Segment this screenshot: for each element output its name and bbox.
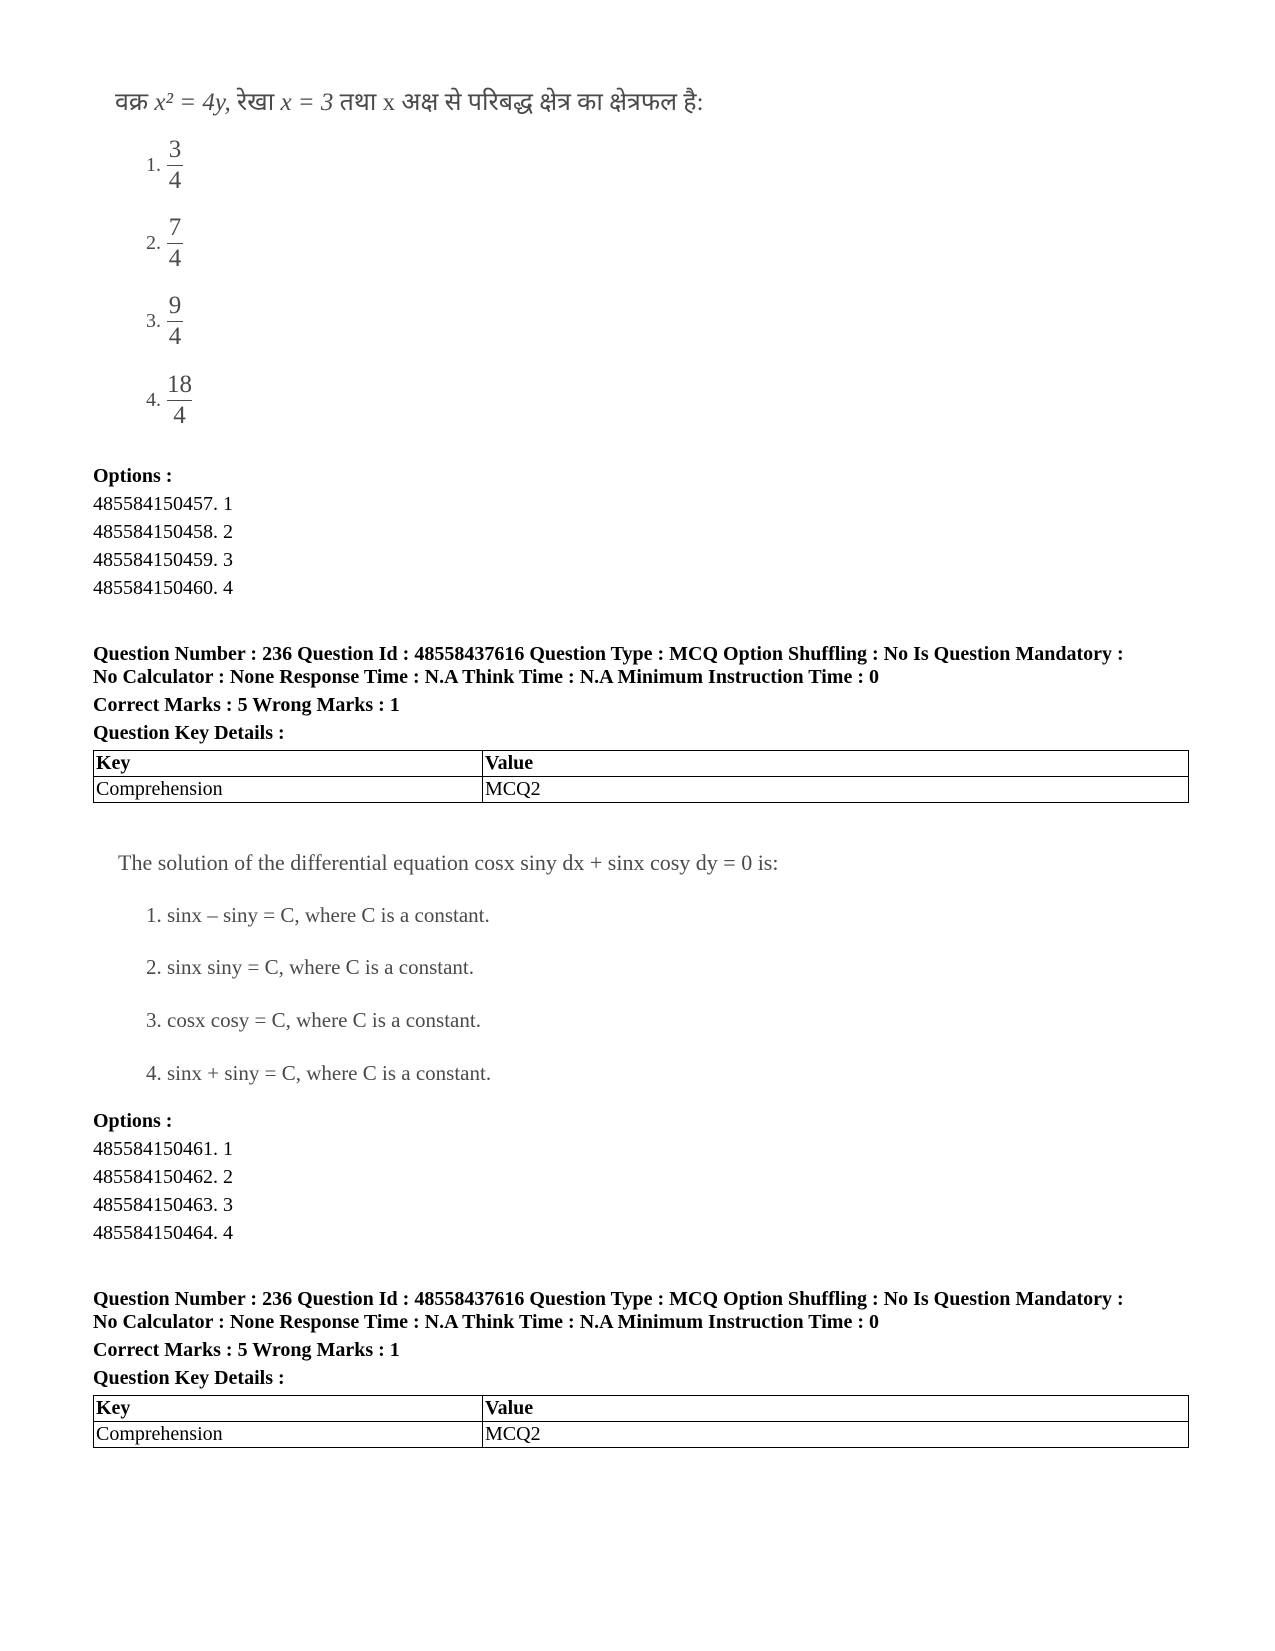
table-cell: Comprehension — [94, 777, 483, 803]
table-row — [94, 1422, 1189, 1448]
choice-label: 2. — [146, 232, 161, 255]
option-id: 485584150461. 1 — [93, 1138, 233, 1160]
key-details-table — [93, 750, 1189, 803]
choice-label: 1. — [146, 154, 161, 177]
choice-label: 3. — [146, 310, 161, 333]
stem-suffix: तथा x अक्ष से परिबद्ध क्षेत्र का क्षेत्रफल है: — [339, 89, 704, 116]
denominator: 4 — [168, 323, 182, 351]
choice-3 — [146, 293, 183, 351]
stem-mid: रेखा — [237, 89, 275, 116]
stem-math-2: x = 3 — [280, 89, 334, 116]
option-id: 485584150460. 4 — [93, 577, 233, 599]
options-heading: Options : — [93, 1110, 173, 1132]
fraction — [167, 137, 183, 195]
marks-line: Correct Marks : 5 Wrong Marks : 1 — [93, 1339, 400, 1361]
numerator: 9 — [168, 292, 182, 319]
question-2-stem: The solution of the differential equation cosx siny dx + sinx cosy dy = 0 is: — [118, 850, 779, 875]
table-cell: MCQ2 — [483, 1422, 1189, 1448]
choice-4: 4. sinx + siny = C, where C is a constant. — [146, 1061, 492, 1085]
stem-math: x² = 4y, — [154, 89, 231, 116]
table-header-cell: Value — [483, 751, 1189, 777]
fraction-bar — [167, 400, 192, 401]
table-header-cell: Key — [94, 1396, 483, 1422]
fraction-bar — [167, 165, 183, 166]
fraction — [167, 215, 183, 273]
fraction-bar — [167, 243, 183, 244]
numerator: 3 — [168, 136, 182, 163]
question-meta-line-2: No Calculator : None Response Time : N.A Think Time : N.A Minimum Instruction Time : 0 — [93, 666, 879, 688]
table-header-row — [94, 1396, 1189, 1422]
choice-label: 4. — [146, 389, 161, 412]
denominator: 4 — [168, 245, 182, 273]
option-id: 485584150462. 2 — [93, 1166, 233, 1188]
marks-line: Correct Marks : 5 Wrong Marks : 1 — [93, 694, 400, 716]
table-cell: Comprehension — [94, 1422, 483, 1448]
option-id: 485584150463. 3 — [93, 1194, 233, 1216]
option-id: 485584150457. 1 — [93, 493, 233, 515]
key-details-heading: Question Key Details : — [93, 1367, 285, 1389]
option-id: 485584150459. 3 — [93, 549, 233, 571]
denominator: 4 — [173, 402, 186, 430]
option-id: 485584150464. 4 — [93, 1222, 233, 1244]
fraction — [167, 293, 183, 351]
choice-2: 2. sinx siny = C, where C is a constant. — [146, 955, 474, 979]
question-meta-line-1: Question Number : 236 Question Id : 48558437616 Question Type : MCQ Option Shuffling : No Is Question Mandatory : — [93, 643, 1124, 665]
choice-3: 3. cosx cosy = C, where C is a constant. — [146, 1008, 481, 1032]
choice-2 — [146, 215, 183, 273]
table-row — [94, 777, 1189, 803]
stem-prefix: वक्र — [115, 89, 149, 116]
choice-1: 1. sinx – siny = C, where C is a constant. — [146, 903, 490, 927]
choice-4 — [146, 372, 192, 430]
key-details-table — [93, 1395, 1189, 1448]
fraction — [167, 372, 192, 430]
fraction-bar — [167, 321, 183, 322]
numerator: 7 — [168, 214, 182, 241]
question-meta-line-1: Question Number : 236 Question Id : 48558437616 Question Type : MCQ Option Shuffling : No Is Question Mandatory : — [93, 1288, 1124, 1310]
question-1-stem — [115, 84, 704, 118]
table-header-cell: Value — [483, 1396, 1189, 1422]
denominator: 4 — [168, 167, 182, 195]
option-id: 485584150458. 2 — [93, 521, 233, 543]
table-header-row — [94, 751, 1189, 777]
key-details-heading: Question Key Details : — [93, 722, 285, 744]
question-1-image — [115, 84, 704, 118]
numerator: 18 — [167, 371, 192, 398]
question-meta-line-2: No Calculator : None Response Time : N.A Think Time : N.A Minimum Instruction Time : 0 — [93, 1311, 879, 1333]
table-cell: MCQ2 — [483, 777, 1189, 803]
table-header-cell: Key — [94, 751, 483, 777]
options-heading: Options : — [93, 465, 173, 487]
choice-1 — [146, 137, 183, 195]
